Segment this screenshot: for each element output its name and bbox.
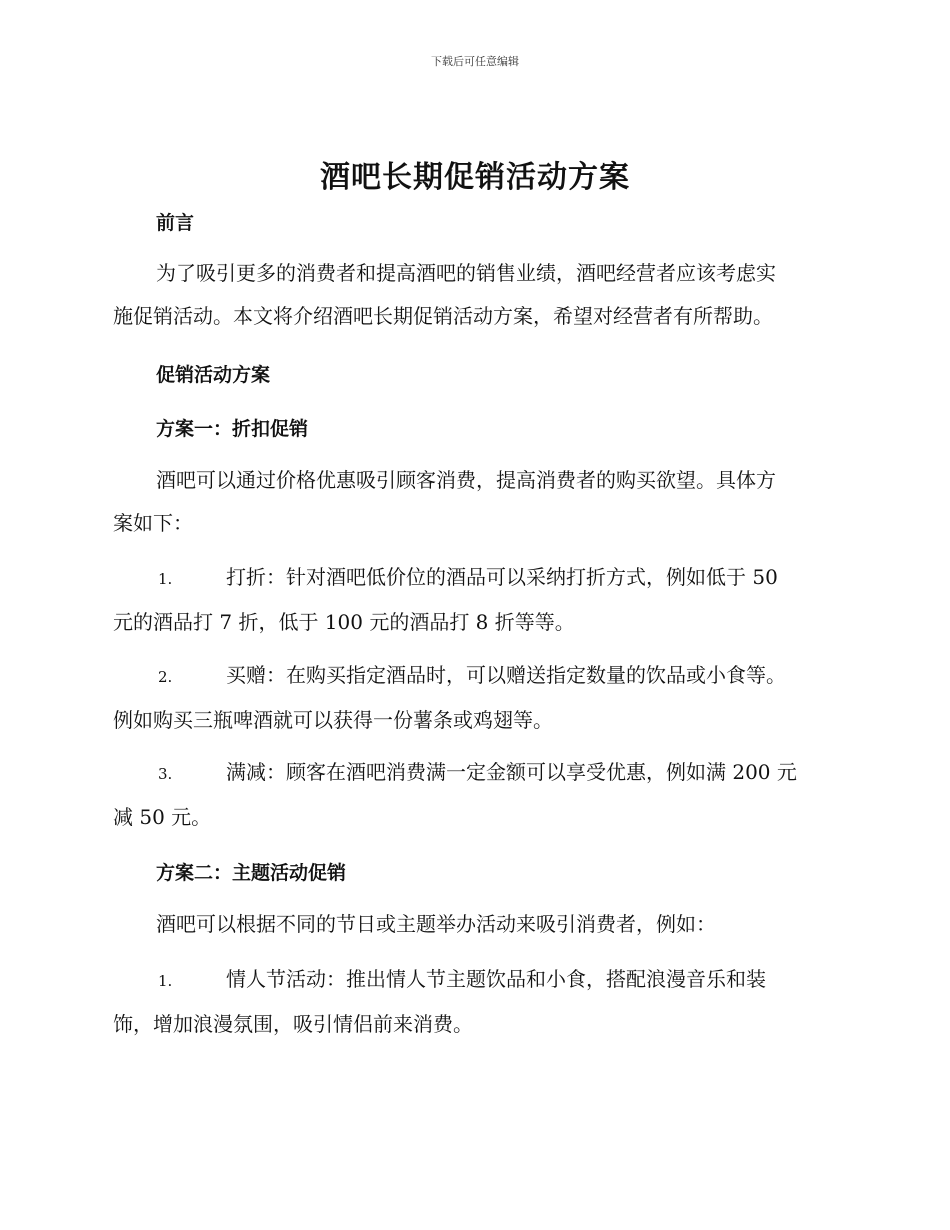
list-item-text: 情人节活动：推出情人节主题饮品和小食，搭配浪漫音乐和装 <box>226 967 766 991</box>
preface-line-2: 施促销活动。本文将介绍酒吧长期促销活动方案，希望对经营者有所帮助。 <box>113 304 773 328</box>
list-item-continuation: 元的酒品打 7 折，低于 100 元的酒品打 8 折等等。 <box>113 610 575 634</box>
list-item-number: 3. <box>158 765 173 783</box>
list-item-number: 1. <box>158 570 173 588</box>
plan1-heading: 方案一：折扣促销 <box>156 418 309 440</box>
plan1-item-1 <box>113 556 833 644</box>
list-item-text: 打折：针对酒吧低价位的酒品可以采纳打折方式，例如低于 50 <box>226 565 778 589</box>
preface-line-1: 为了吸引更多的消费者和提高酒吧的销售业绩，酒吧经营者应该考虑实 <box>156 261 776 285</box>
plan1-intro <box>113 459 833 545</box>
plan1-intro-line-1: 酒吧可以通过价格优惠吸引顾客消费，提高消费者的购买欲望。具体方 <box>156 468 776 492</box>
plan2-intro-line: 酒吧可以根据不同的节日或主题举办活动来吸引消费者，例如： <box>156 912 716 936</box>
plan2-item-1 <box>113 958 833 1046</box>
list-item-continuation: 例如购买三瓶啤酒就可以获得一份薯条或鸡翅等。 <box>113 708 553 732</box>
plan1-item-3 <box>113 751 833 839</box>
list-item-text: 买赠：在购买指定酒品时，可以赠送指定数量的饮品或小食等。 <box>226 663 786 687</box>
plan1-item-2 <box>113 654 833 742</box>
document-title: 酒吧长期促销活动方案 <box>320 160 630 195</box>
list-item-number: 1. <box>158 972 173 990</box>
list-item-text: 满减：顾客在酒吧消费满一定金额可以享受优惠，例如满 200 元 <box>226 760 797 784</box>
plans-heading: 促销活动方案 <box>156 364 271 386</box>
list-item-number: 2. <box>158 668 173 686</box>
plan1-intro-line-2: 案如下： <box>113 511 193 535</box>
preface-heading: 前言 <box>156 212 195 234</box>
list-item-continuation: 饰，增加浪漫氛围，吸引情侣前来消费。 <box>113 1012 473 1036</box>
plan2-heading: 方案二：主题活动促销 <box>156 862 347 884</box>
plan2-intro <box>113 903 833 946</box>
list-item-continuation: 减 50 元。 <box>113 805 212 829</box>
page-header-note: 下载后可任意编辑 <box>431 55 519 68</box>
preface-paragraph <box>113 252 833 338</box>
